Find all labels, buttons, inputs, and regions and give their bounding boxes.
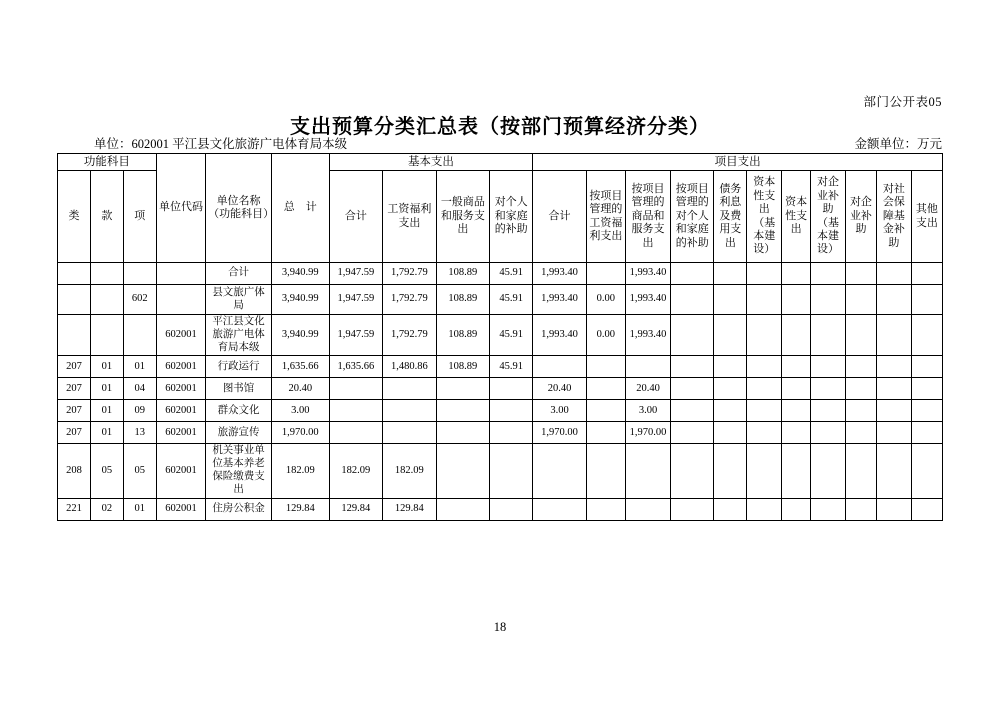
cell-ent_subsidy (846, 444, 877, 498)
cell-ent_subsidy (846, 498, 877, 520)
cell-ent_subsidy_infra (811, 444, 846, 498)
cell-proj_personal (671, 498, 714, 520)
cell-capital_infra (747, 444, 782, 498)
cell-lei: 208 (58, 444, 91, 498)
cell-debt_interest (714, 356, 747, 378)
cell-capital (782, 315, 811, 356)
cell-basic_total: 182.09 (329, 444, 383, 498)
cell-proj_goods: 1,970.00 (625, 422, 670, 444)
cell-kuan: 01 (90, 400, 123, 422)
cell-other (911, 315, 942, 356)
cell-capital (782, 378, 811, 400)
header-unit-code: 单位代码 (156, 154, 205, 263)
meta-row (58, 134, 942, 152)
cell-basic_personal: 45.91 (490, 356, 533, 378)
cell-proj_personal (671, 356, 714, 378)
header-function-subject: 功能科目 (58, 154, 157, 171)
cell-kuan: 01 (90, 378, 123, 400)
cell-capital (782, 422, 811, 444)
cell-ent_subsidy (846, 422, 877, 444)
cell-xiang (123, 315, 156, 356)
cell-debt_interest (714, 422, 747, 444)
cell-debt_interest (714, 444, 747, 498)
cell-basic_goods: 108.89 (436, 285, 490, 315)
header-other: 其他支出 (911, 171, 942, 263)
cell-xiang: 13 (123, 422, 156, 444)
table-row (58, 315, 943, 356)
cell-basic_salary: 1,480.86 (383, 356, 437, 378)
cell-ent_subsidy_infra (811, 378, 846, 400)
page-number: 18 (493, 620, 507, 634)
cell-social_fund (876, 315, 911, 356)
cell-capital_infra (747, 498, 782, 520)
cell-kuan (90, 315, 123, 356)
cell-ent_subsidy_infra (811, 356, 846, 378)
cell-proj_salary (586, 263, 625, 285)
cell-proj_goods: 1,993.40 (625, 285, 670, 315)
cell-lei (58, 285, 91, 315)
cell-capital (782, 444, 811, 498)
cell-debt_interest (714, 263, 747, 285)
cell-ent_subsidy_infra (811, 400, 846, 422)
cell-code: 602001 (156, 422, 205, 444)
cell-proj_goods: 3.00 (625, 400, 670, 422)
cell-lei: 207 (58, 422, 91, 444)
cell-proj_salary (586, 422, 625, 444)
cell-capital_infra (747, 263, 782, 285)
cell-ent_subsidy_infra (811, 498, 846, 520)
cell-social_fund (876, 444, 911, 498)
cell-basic_total: 1,947.59 (329, 263, 383, 285)
table-row (58, 498, 943, 520)
cell-total: 3,940.99 (271, 263, 329, 285)
table-row (58, 356, 943, 378)
cell-basic_personal (490, 378, 533, 400)
header-project-goods: 按项目管理的商品和服务支出 (625, 171, 670, 263)
cell-proj_total: 1,993.40 (533, 263, 587, 285)
cell-capital_infra (747, 400, 782, 422)
header-enterprise-subsidy: 对企业补助 (846, 171, 877, 263)
cell-total: 182.09 (271, 444, 329, 498)
cell-ent_subsidy_infra (811, 315, 846, 356)
cell-proj_personal (671, 315, 714, 356)
cell-ent_subsidy (846, 315, 877, 356)
cell-proj_personal (671, 263, 714, 285)
budget-table (57, 153, 943, 521)
cell-social_fund (876, 498, 911, 520)
cell-basic_salary: 1,792.79 (383, 285, 437, 315)
cell-basic_goods (436, 378, 490, 400)
cell-basic_personal (490, 400, 533, 422)
cell-name: 县文旅广体局 (206, 285, 272, 315)
cell-basic_total (329, 400, 383, 422)
cell-lei (58, 315, 91, 356)
cell-other (911, 444, 942, 498)
cell-proj_total: 1,993.40 (533, 315, 587, 356)
header-project-personal-subsidy: 按项目管理的对个人和家庭的补助 (671, 171, 714, 263)
cell-basic_total: 1,947.59 (329, 315, 383, 356)
cell-debt_interest (714, 315, 747, 356)
cell-basic_salary (383, 378, 437, 400)
cell-lei: 221 (58, 498, 91, 520)
cell-capital (782, 263, 811, 285)
cell-other (911, 498, 942, 520)
table-row (58, 378, 943, 400)
cell-proj_total: 1,970.00 (533, 422, 587, 444)
cell-name: 行政运行 (206, 356, 272, 378)
cell-other (911, 378, 942, 400)
cell-basic_salary: 182.09 (383, 444, 437, 498)
cell-basic_goods (436, 422, 490, 444)
header-basic-goods: 一般商品和服务支出 (436, 171, 490, 263)
cell-ent_subsidy (846, 378, 877, 400)
cell-code: 602001 (156, 378, 205, 400)
header-project-total: 合计 (533, 171, 587, 263)
cell-capital (782, 285, 811, 315)
header-project-expenditure: 项目支出 (533, 154, 943, 171)
cell-kuan: 01 (90, 422, 123, 444)
header-capital-infra: 资本性支出（基本建设） (747, 171, 782, 263)
cell-basic_total: 1,635.66 (329, 356, 383, 378)
cell-basic_salary: 1,792.79 (383, 263, 437, 285)
cell-kuan (90, 263, 123, 285)
header-project-salary: 按项目管理的工资福利支出 (586, 171, 625, 263)
header-kuan: 款 (90, 171, 123, 263)
cell-proj_salary (586, 444, 625, 498)
table-body (58, 263, 943, 521)
cell-code: 602001 (156, 498, 205, 520)
cell-basic_total: 1,947.59 (329, 285, 383, 315)
cell-proj_total (533, 356, 587, 378)
header-enterprise-subsidy-infra: 对企业补助（基本建设） (811, 171, 846, 263)
cell-proj_salary (586, 400, 625, 422)
cell-code: 602001 (156, 444, 205, 498)
cell-social_fund (876, 285, 911, 315)
cell-ent_subsidy (846, 400, 877, 422)
cell-lei: 207 (58, 378, 91, 400)
cell-total: 129.84 (271, 498, 329, 520)
cell-xiang: 01 (123, 356, 156, 378)
cell-basic_goods (436, 444, 490, 498)
cell-code: 602001 (156, 315, 205, 356)
cell-basic_goods: 108.89 (436, 315, 490, 356)
cell-proj_personal (671, 400, 714, 422)
cell-ent_subsidy_infra (811, 263, 846, 285)
cell-name: 合计 (206, 263, 272, 285)
cell-capital_infra (747, 422, 782, 444)
cell-total: 3.00 (271, 400, 329, 422)
header-basic-total: 合计 (329, 171, 383, 263)
cell-capital_infra (747, 378, 782, 400)
cell-proj_salary (586, 378, 625, 400)
cell-capital (782, 498, 811, 520)
form-code-label: 部门公开表05 (863, 95, 942, 109)
cell-proj_goods (625, 356, 670, 378)
cell-other (911, 263, 942, 285)
cell-other (911, 400, 942, 422)
cell-xiang: 04 (123, 378, 156, 400)
header-capital: 资本性支出 (782, 171, 811, 263)
cell-basic_total (329, 378, 383, 400)
table-header-group-row (58, 154, 943, 171)
cell-xiang (123, 263, 156, 285)
cell-other (911, 285, 942, 315)
cell-total: 20.40 (271, 378, 329, 400)
cell-name: 机关事业单位基本养老保险缴费支出 (206, 444, 272, 498)
header-social-fund-subsidy: 对社会保障基金补助 (876, 171, 911, 263)
cell-basic_salary (383, 422, 437, 444)
cell-basic_salary: 1,792.79 (383, 315, 437, 356)
cell-ent_subsidy (846, 285, 877, 315)
cell-social_fund (876, 263, 911, 285)
header-lei: 类 (58, 171, 91, 263)
cell-name: 群众文化 (206, 400, 272, 422)
cell-kuan: 02 (90, 498, 123, 520)
cell-proj_personal (671, 444, 714, 498)
cell-xiang: 09 (123, 400, 156, 422)
cell-basic_personal (490, 444, 533, 498)
cell-name: 平江县文化旅游广电体育局本级 (206, 315, 272, 356)
cell-proj_salary: 0.00 (586, 285, 625, 315)
header-basic-personal-subsidy: 对个人和家庭的补助 (490, 171, 533, 263)
cell-capital_infra (747, 315, 782, 356)
cell-total: 3,940.99 (271, 285, 329, 315)
cell-capital (782, 356, 811, 378)
cell-proj_total: 1,993.40 (533, 285, 587, 315)
cell-basic_goods: 108.89 (436, 263, 490, 285)
cell-ent_subsidy_infra (811, 422, 846, 444)
cell-proj_personal (671, 378, 714, 400)
cell-proj_salary: 0.00 (586, 315, 625, 356)
cell-basic_total (329, 422, 383, 444)
cell-basic_personal: 45.91 (490, 315, 533, 356)
cell-basic_personal: 45.91 (490, 285, 533, 315)
cell-social_fund (876, 378, 911, 400)
cell-ent_subsidy_infra (811, 285, 846, 315)
cell-proj_personal (671, 285, 714, 315)
cell-code: 602001 (156, 356, 205, 378)
cell-social_fund (876, 400, 911, 422)
cell-proj_total (533, 444, 587, 498)
header-basic-expenditure: 基本支出 (329, 154, 533, 171)
cell-proj_goods: 20.40 (625, 378, 670, 400)
cell-code: 602001 (156, 400, 205, 422)
cell-basic_goods (436, 498, 490, 520)
cell-total: 3,940.99 (271, 315, 329, 356)
cell-lei (58, 263, 91, 285)
table-row (58, 444, 943, 498)
cell-kuan: 05 (90, 444, 123, 498)
cell-other (911, 422, 942, 444)
cell-kuan: 01 (90, 356, 123, 378)
cell-social_fund (876, 422, 911, 444)
cell-other (911, 356, 942, 378)
cell-debt_interest (714, 400, 747, 422)
header-unit-name: 单位名称（功能科目） (206, 154, 272, 263)
page-title: 支出预算分类汇总表（按部门预算经济分类） (290, 116, 710, 138)
cell-proj_total: 3.00 (533, 400, 587, 422)
header-grand-total: 总 计 (271, 154, 329, 263)
cell-total: 1,970.00 (271, 422, 329, 444)
cell-basic_salary (383, 400, 437, 422)
header-xiang: 项 (123, 171, 156, 263)
cell-total: 1,635.66 (271, 356, 329, 378)
cell-proj_goods (625, 498, 670, 520)
cell-basic_personal (490, 498, 533, 520)
cell-proj_total (533, 498, 587, 520)
table-row (58, 400, 943, 422)
amount-unit-label: 金额单位：万元 (854, 137, 942, 151)
header-debt-interest: 债务利息及费用支出 (714, 171, 747, 263)
cell-basic_goods: 108.89 (436, 356, 490, 378)
cell-debt_interest (714, 498, 747, 520)
table-row (58, 285, 943, 315)
cell-lei: 207 (58, 400, 91, 422)
cell-name: 图书馆 (206, 378, 272, 400)
cell-capital_infra (747, 285, 782, 315)
cell-basic_goods (436, 400, 490, 422)
cell-proj_total: 20.40 (533, 378, 587, 400)
cell-basic_salary: 129.84 (383, 498, 437, 520)
cell-code (156, 263, 205, 285)
header-basic-salary: 工资福利支出 (383, 171, 437, 263)
unit-label: 单位：602001 平江县文化旅游广电体育局本级 (94, 137, 348, 151)
cell-proj_personal (671, 422, 714, 444)
cell-basic_personal (490, 422, 533, 444)
cell-code (156, 285, 205, 315)
cell-xiang: 01 (123, 498, 156, 520)
table-row (58, 422, 943, 444)
cell-ent_subsidy (846, 263, 877, 285)
cell-name: 住房公积金 (206, 498, 272, 520)
cell-xiang: 05 (123, 444, 156, 498)
cell-debt_interest (714, 378, 747, 400)
cell-debt_interest (714, 285, 747, 315)
cell-capital (782, 400, 811, 422)
cell-proj_goods (625, 444, 670, 498)
cell-xiang: 602 (123, 285, 156, 315)
cell-name: 旅游宣传 (206, 422, 272, 444)
cell-proj_salary (586, 498, 625, 520)
cell-kuan (90, 285, 123, 315)
cell-social_fund (876, 356, 911, 378)
cell-proj_salary (586, 356, 625, 378)
cell-ent_subsidy (846, 356, 877, 378)
cell-capital_infra (747, 356, 782, 378)
cell-basic_total: 129.84 (329, 498, 383, 520)
table-row (58, 263, 943, 285)
cell-proj_goods: 1,993.40 (625, 315, 670, 356)
cell-proj_goods: 1,993.40 (625, 263, 670, 285)
cell-lei: 207 (58, 356, 91, 378)
cell-basic_personal: 45.91 (490, 263, 533, 285)
